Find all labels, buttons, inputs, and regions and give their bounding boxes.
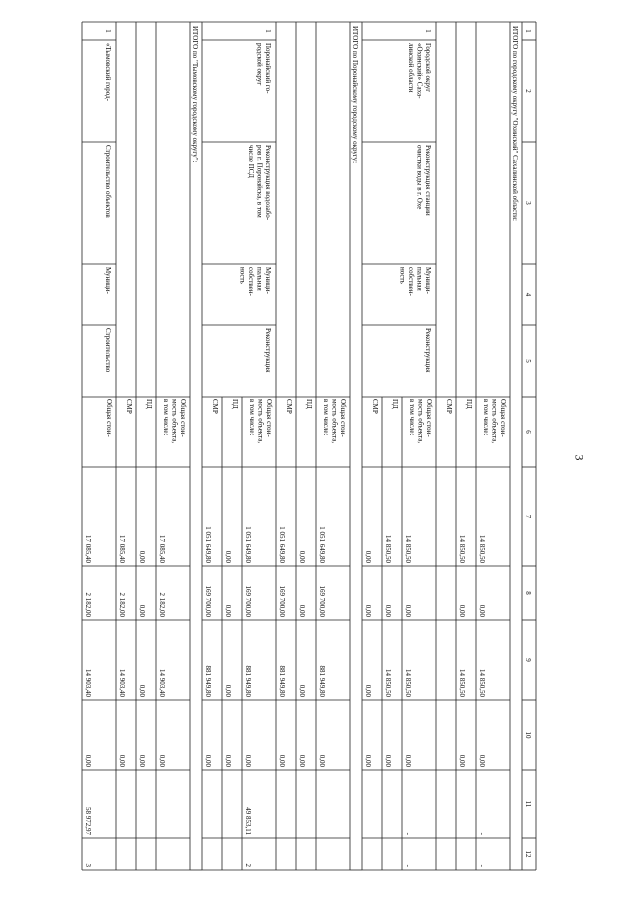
object-ownership: собствен- (247, 267, 255, 296)
total-label: ИТОГО по Поронайскому городскому округу: (351, 26, 359, 164)
object-ownership: пальная (255, 267, 264, 291)
header-cell: 6 (524, 430, 532, 434)
value-cell: 0,00 (138, 550, 146, 563)
value-cell: 14 850,50 (404, 535, 412, 563)
cost-type: СМР (125, 399, 133, 414)
object-ownership: собствен- (407, 267, 415, 296)
object-name: Реконструкция водозабо- (264, 145, 272, 221)
value-cell: 14 850,50 (384, 535, 392, 563)
object-place: линской области (407, 43, 415, 93)
value-cell: 17 085,40 (158, 535, 166, 563)
header-cell: 4 (524, 292, 532, 297)
object-work-type: Реконструкция (264, 328, 272, 373)
value-cell: 14 850,50 (404, 669, 412, 697)
object-name: Строительство объектов (104, 145, 112, 218)
object-place: Поронайский го- (264, 43, 272, 94)
object-number: 1 (424, 29, 432, 33)
value-cell: 14 903,40 (158, 669, 166, 697)
value-cell: 0,00 (224, 550, 232, 563)
cost-type: мость объекта, (330, 399, 339, 444)
cost-type: мость объекта, (490, 399, 499, 444)
budget-table (82, 22, 536, 870)
value-cell: 0,00 (364, 754, 372, 767)
cost-type: Общая стои- (499, 399, 507, 437)
object-place: родской округ (255, 43, 264, 86)
value-cell: 17 085,40 (84, 535, 92, 563)
header-cell: 5 (524, 359, 532, 363)
cost-type: Общая стои- (265, 399, 273, 437)
cost-type: мость объекта, (416, 399, 425, 444)
value-cell: 1 051 649,80 (318, 526, 326, 563)
object-ownership: ность (398, 267, 407, 284)
cost-type: мость объекта, (170, 399, 179, 444)
value-cell: 14 850,50 (478, 669, 486, 697)
header-cell: 11 (524, 800, 532, 808)
value-cell: 2 182,00 (84, 592, 92, 617)
value-cell: 0,00 (384, 754, 392, 767)
value-cell: 0,00 (384, 604, 392, 617)
value-cell: 0,00 (204, 754, 212, 767)
cost-type: СМР (371, 399, 379, 414)
value-cell: 14 903,40 (84, 669, 92, 697)
cost-type: Общая стои- (425, 399, 433, 437)
header-cell: 8 (524, 591, 532, 595)
value-cell: 14 903,40 (118, 669, 126, 697)
object-name: ров г. Поронайска, в том (255, 145, 264, 218)
value-cell: 1 051 649,80 (278, 526, 286, 563)
object-number: 1 (264, 29, 272, 33)
object-place: Городской округ (424, 43, 432, 93)
cost-type: СМР (445, 399, 453, 414)
value-cell: 3 (84, 863, 92, 867)
value-cell: 0,00 (478, 604, 486, 617)
value-cell: 1 051 649,80 (244, 526, 252, 563)
cost-type: Общая стои- (179, 399, 187, 437)
cost-type: в том числе: (162, 399, 170, 436)
value-cell: 0,00 (224, 604, 232, 617)
value-cell: 0,00 (158, 754, 166, 767)
value-cell: 2 182,00 (158, 592, 166, 617)
total-label: ИТОГО по "Тымовскому городскому округу": (191, 26, 199, 163)
value-cell: 881 949,80 (318, 665, 326, 697)
header-cell: 12 (524, 850, 532, 858)
value-cell: 169 700,00 (278, 585, 286, 617)
object-name: очистки воды в г. Охе (415, 145, 424, 210)
cost-type: ПД (145, 399, 153, 409)
object-place: «Тымовский город- (104, 43, 112, 101)
value-cell: 0,00 (478, 754, 486, 767)
value-cell: - (404, 832, 412, 835)
header-cell: 2 (524, 89, 532, 93)
total-label: ИТОГО по городскому округу "Охинский" Сахалинской области: (511, 26, 519, 221)
value-cell: 49 853,11 (244, 807, 252, 835)
value-cell: - (404, 864, 412, 867)
value-cell: 0,00 (404, 604, 412, 617)
cost-type: ПД (391, 399, 399, 409)
header-cell: 1 (524, 29, 532, 33)
object-work-type: Строительство (104, 328, 112, 373)
value-cell: 0,00 (404, 754, 412, 767)
header-cell: 10 (524, 731, 532, 739)
value-cell: 0,00 (458, 754, 466, 767)
cost-type: ПД (465, 399, 473, 409)
value-cell: 0,00 (278, 754, 286, 767)
object-ownership: ность (238, 267, 247, 284)
value-cell: 0,00 (364, 604, 372, 617)
value-cell: 14 850,50 (458, 669, 466, 697)
value-cell: 0,00 (364, 684, 372, 697)
value-cell: 0,00 (298, 604, 306, 617)
object-name: Реконструкция станции (424, 145, 432, 216)
object-ownership: Муници- (104, 267, 112, 294)
value-cell: 169 700,00 (244, 585, 252, 617)
value-cell: 0,00 (298, 550, 306, 563)
value-cell: 2 182,00 (118, 592, 126, 617)
value-cell: 17 085,40 (118, 535, 126, 563)
value-cell: 14 850,50 (478, 535, 486, 563)
value-cell: 0,00 (244, 754, 252, 767)
value-cell: 0,00 (298, 684, 306, 697)
cost-type: СМР (211, 399, 219, 414)
value-cell: 0,00 (138, 604, 146, 617)
object-name: числе ПСД (247, 145, 255, 178)
object-work-type: Реконструкция (424, 328, 432, 373)
value-cell: 169 700,00 (204, 585, 212, 617)
value-cell: 14 850,50 (384, 669, 392, 697)
header-cell: 7 (524, 514, 532, 519)
header-cell: 3 (524, 201, 532, 205)
cost-type: в том числе: (482, 399, 490, 436)
value-cell: 0,00 (138, 754, 146, 767)
value-cell: 0,00 (298, 754, 306, 767)
value-cell: 0,00 (318, 754, 326, 767)
value-cell: 2 (244, 863, 252, 867)
value-cell: 881 949,80 (244, 665, 252, 697)
object-number: 1 (104, 29, 112, 33)
value-cell: 0,00 (458, 604, 466, 617)
object-ownership: Муници- (424, 267, 432, 294)
value-cell: 14 850,50 (458, 535, 466, 563)
cost-type: в том числе: (408, 399, 416, 436)
object-ownership: пальная (415, 267, 424, 291)
cost-type: СМР (285, 399, 293, 414)
header-cell: 9 (524, 658, 532, 662)
object-ownership: Муници- (264, 267, 272, 294)
cost-type: мость объекта, (256, 399, 265, 444)
value-cell: 0,00 (224, 684, 232, 697)
value-cell: 169 700,00 (318, 585, 326, 617)
page-number: 3 (572, 454, 587, 461)
cost-type: в том числе: (322, 399, 330, 436)
value-cell: - (478, 864, 486, 867)
cost-type: Общая стои- (339, 399, 347, 437)
value-cell: - (478, 832, 486, 835)
object-place: «Охинский» Саха- (415, 43, 424, 99)
value-cell: 0,00 (364, 550, 372, 563)
value-cell: 1 051 649,80 (204, 526, 212, 563)
value-cell: 881 949,80 (204, 665, 212, 697)
value-cell: 0,00 (138, 684, 146, 697)
cost-type: в том числе: (248, 399, 256, 436)
value-cell: 0,00 (224, 754, 232, 767)
value-cell: 58 972,97 (84, 807, 92, 835)
cost-type: ПД (231, 399, 239, 409)
cost-type: ПД (305, 399, 313, 409)
value-cell: 0,00 (84, 754, 92, 767)
value-cell: 0,00 (118, 754, 126, 767)
cost-type: Общая стои- (105, 399, 113, 437)
value-cell: 881 949,80 (278, 665, 286, 697)
